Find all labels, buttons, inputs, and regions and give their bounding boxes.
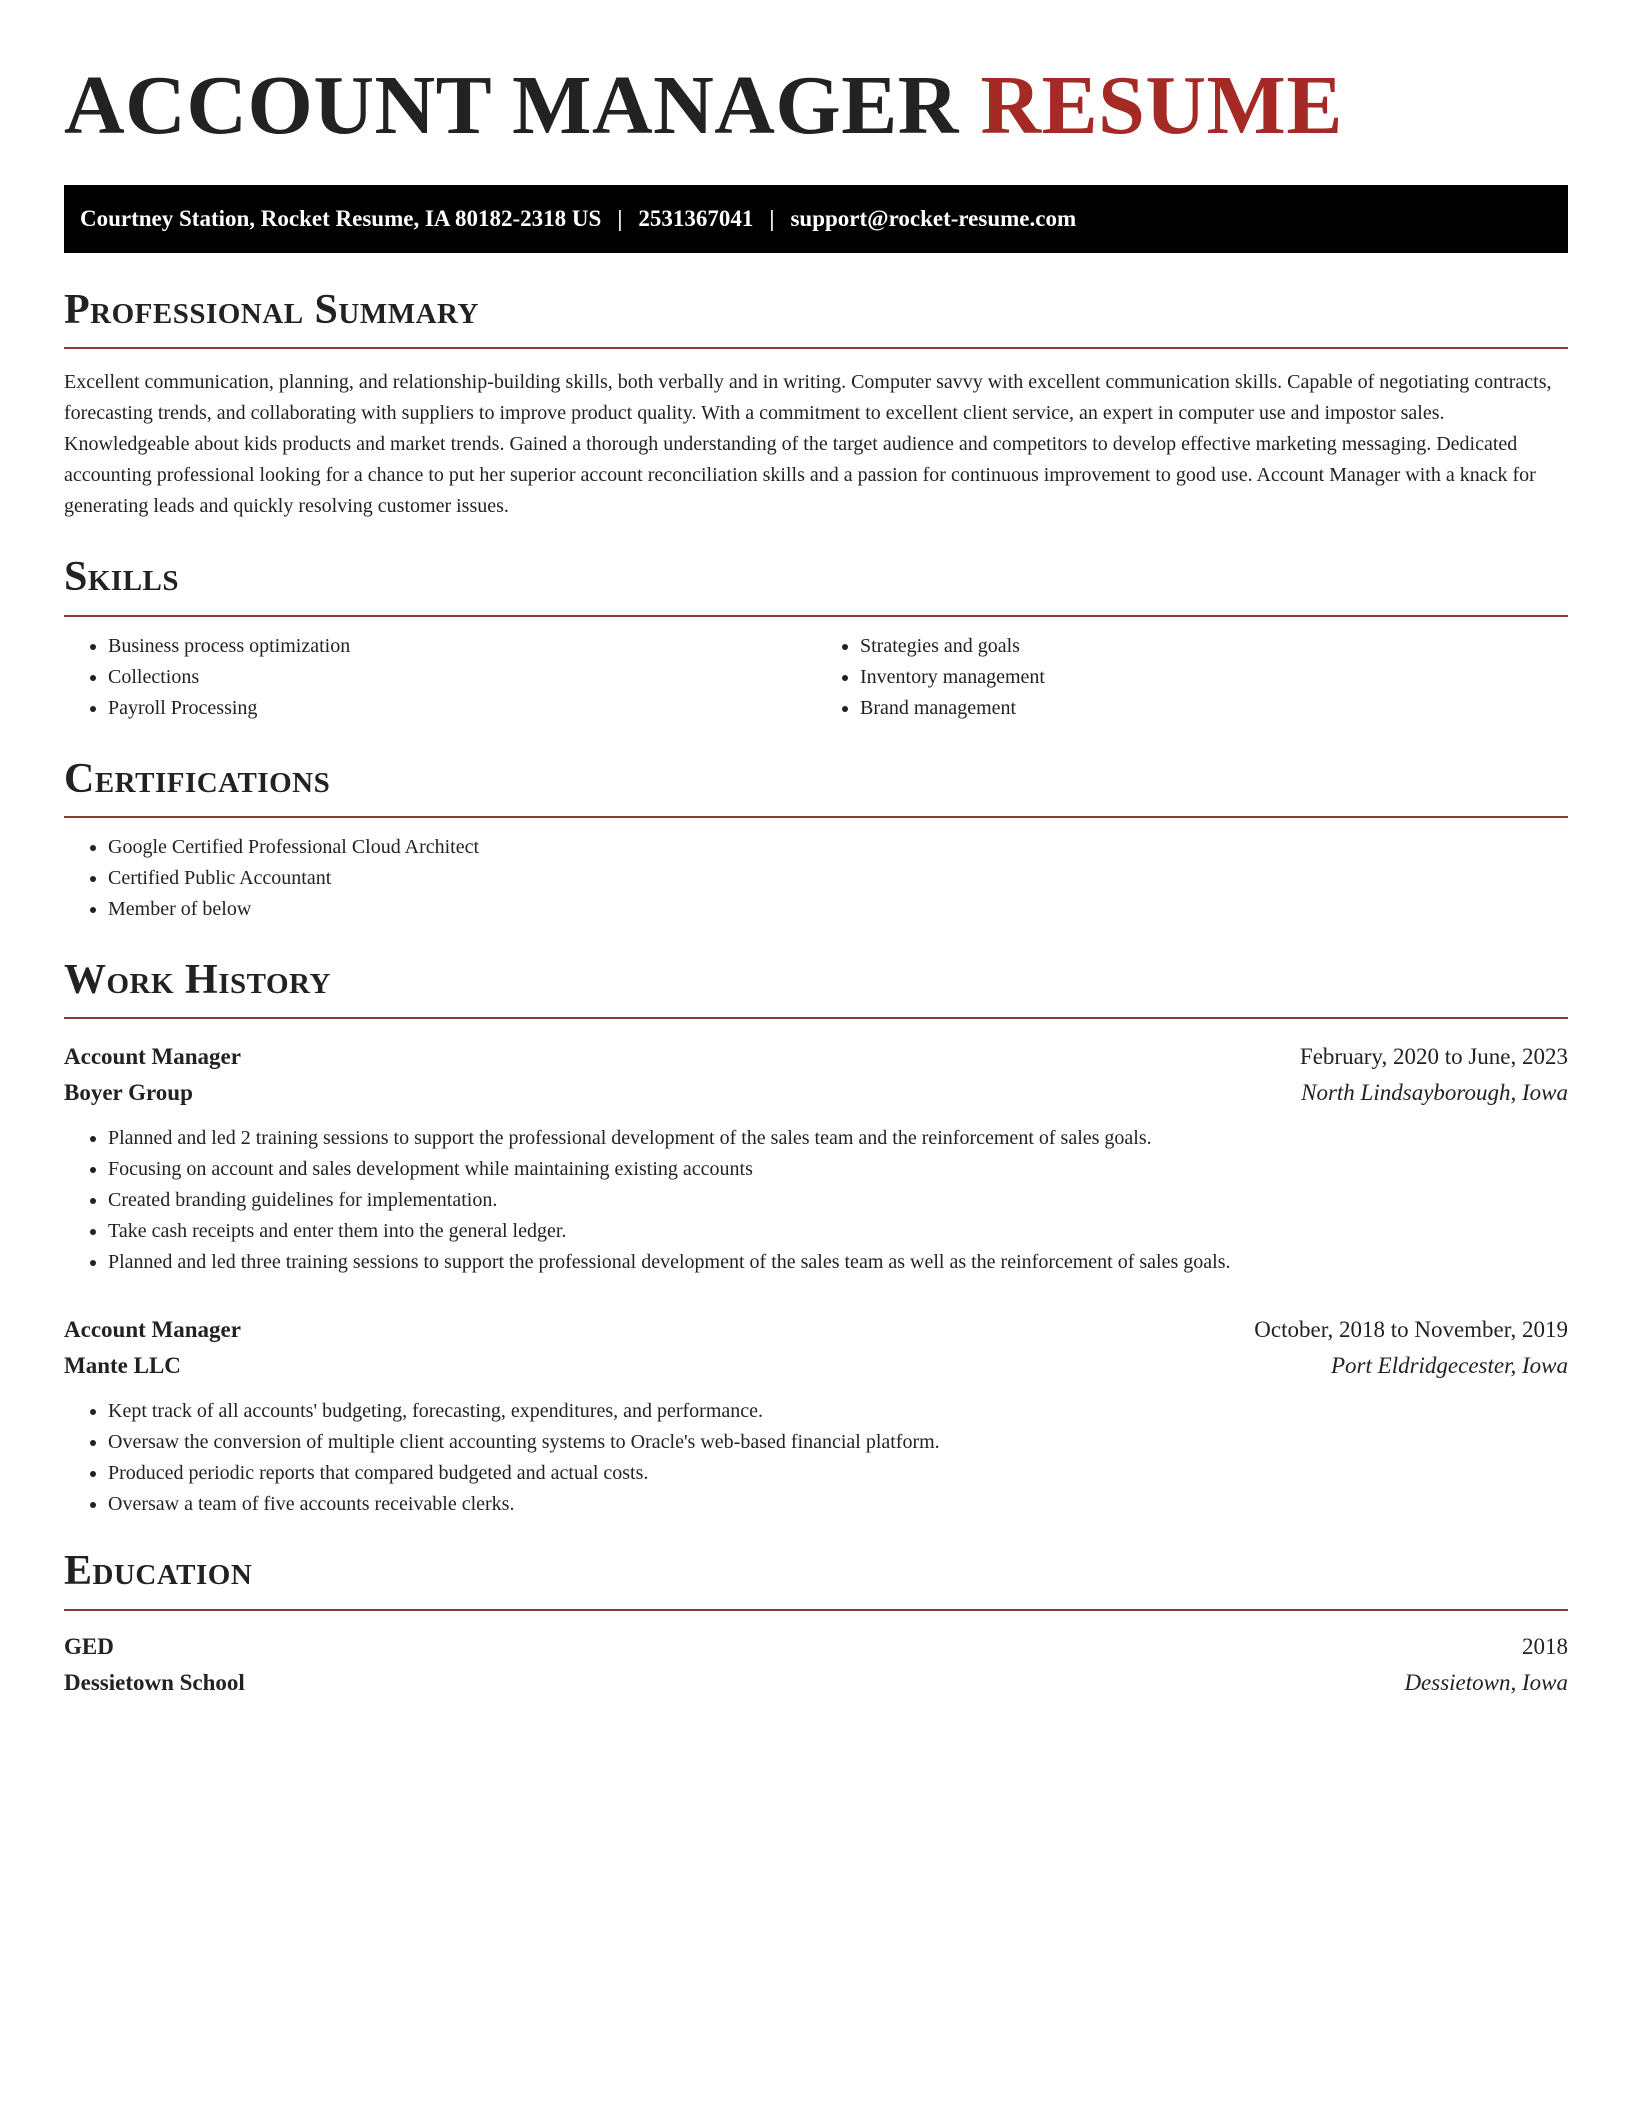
education-location: Dessietown, Iowa [1404, 1669, 1568, 1695]
job-entry [64, 1312, 1568, 1520]
job-bullet: • Take cash receipts and enter them into the general ledger. [108, 1216, 1568, 1247]
education-section [64, 1546, 1568, 1700]
education-year: 2018 [1522, 1633, 1568, 1659]
contact-separator: | [617, 205, 623, 231]
job-bullets [64, 1396, 1568, 1520]
summary-section [64, 285, 1568, 522]
skill-item: • Collections [108, 662, 816, 693]
job-company-row [64, 1348, 1568, 1384]
skill-item: • Payroll Processing [108, 693, 816, 724]
job-header-row [64, 1039, 1568, 1075]
job-location: North Lindsayborough, Iowa [1301, 1080, 1568, 1106]
certifications-heading: Certifications [64, 755, 331, 802]
summary-heading: Professional Summary [64, 286, 479, 333]
job-location: Port Eldridgecester, Iowa [1331, 1353, 1568, 1379]
work-history-heading: Work History [64, 956, 331, 1003]
job-title: Account Manager [64, 1317, 241, 1343]
education-degree: GED [64, 1633, 114, 1659]
skill-item: • Inventory management [860, 662, 1568, 693]
job-entry [64, 1039, 1568, 1278]
job-bullet: • Kept track of all accounts' budgeting, forecasting, expenditures, and performance. [108, 1396, 1568, 1427]
education-school-row [64, 1665, 1568, 1701]
job-dates: October, 2018 to November, 2019 [1254, 1317, 1568, 1343]
section-divider [64, 347, 1568, 349]
summary-text: Excellent communication, planning, and relationship-building skills, both verbally and in writing. Computer savvy with excellent communication skills. Capable of negotiating contracts, forecasting trends, and collaborating with suppliers to improve product quality. With a commitment to excellent client service, an expert in computer use and impostor sales. Knowledgeable about kids products and market trends. Gained a thorough understanding of the target audience and competitors to develop effective marketing messaging. Dedicated accounting professional looking for a chance to put her superior account reconciliation skills and a passion for continuous improvement to good use. Account Manager with a knack for generating leads and quickly resolving customer issues. [64, 371, 1552, 518]
education-degree-row [64, 1629, 1568, 1665]
contact-address: Courtney Station, Rocket Resume, IA 80182-2318 US [80, 205, 602, 231]
skills-list-left [64, 631, 816, 724]
job-company: Mante LLC [64, 1353, 181, 1379]
certification-item: • Certified Public Accountant [108, 863, 1568, 894]
skill-item: • Strategies and goals [860, 631, 1568, 662]
job-bullets [64, 1123, 1568, 1278]
job-bullet: • Planned and led three training sessions to support the professional development of the sales team as well as the reinforcement of sales goals. [108, 1247, 1568, 1278]
certification-item: • Member of below [108, 894, 1568, 925]
section-divider [64, 1609, 1568, 1611]
job-company: Boyer Group [64, 1080, 193, 1106]
education-entry [64, 1629, 1568, 1701]
job-bullet: • Produced periodic reports that compared budgeted and actual costs. [108, 1458, 1568, 1489]
job-bullet: • Oversaw the conversion of multiple client accounting systems to Oracle's web-based financial platform. [108, 1427, 1568, 1458]
contact-separator: | [769, 205, 775, 231]
certification-item: • Google Certified Professional Cloud Architect [108, 832, 1568, 863]
title-accent: RESUME [980, 59, 1343, 152]
education-school: Dessietown School [64, 1669, 245, 1695]
education-heading: Education [64, 1548, 253, 1595]
skills-section [64, 552, 1568, 723]
job-bullet: • Focusing on account and sales development while maintaining existing accounts [108, 1154, 1568, 1185]
skills-list-right [816, 631, 1568, 724]
skills-heading: Skills [64, 554, 180, 601]
skills-grid [64, 617, 1568, 724]
certifications-section [64, 754, 1568, 925]
certifications-list [64, 832, 1568, 925]
job-title: Account Manager [64, 1044, 241, 1070]
job-bullet: • Planned and led 2 training sessions to support the professional development of the sales team and the reinforcement of sales goals. [108, 1123, 1568, 1154]
title-main: ACCOUNT MANAGER [64, 59, 959, 152]
job-company-row [64, 1075, 1568, 1111]
contact-phone: 2531367041 [638, 205, 754, 231]
job-bullet: • Created branding guidelines for implementation. [108, 1185, 1568, 1216]
job-header-row [64, 1312, 1568, 1348]
section-divider [64, 816, 1568, 818]
job-bullet: • Oversaw a team of five accounts receivable clerks. [108, 1489, 1568, 1520]
section-divider [64, 1017, 1568, 1019]
job-dates: February, 2020 to June, 2023 [1299, 1044, 1568, 1070]
contact-email: support@rocket-resume.com [790, 205, 1077, 231]
contact-bar [64, 185, 1568, 253]
skill-item: • Brand management [860, 693, 1568, 724]
skill-item: • Business process optimization [108, 631, 816, 662]
resume-title [64, 56, 1568, 157]
work-history-section [64, 955, 1568, 1520]
